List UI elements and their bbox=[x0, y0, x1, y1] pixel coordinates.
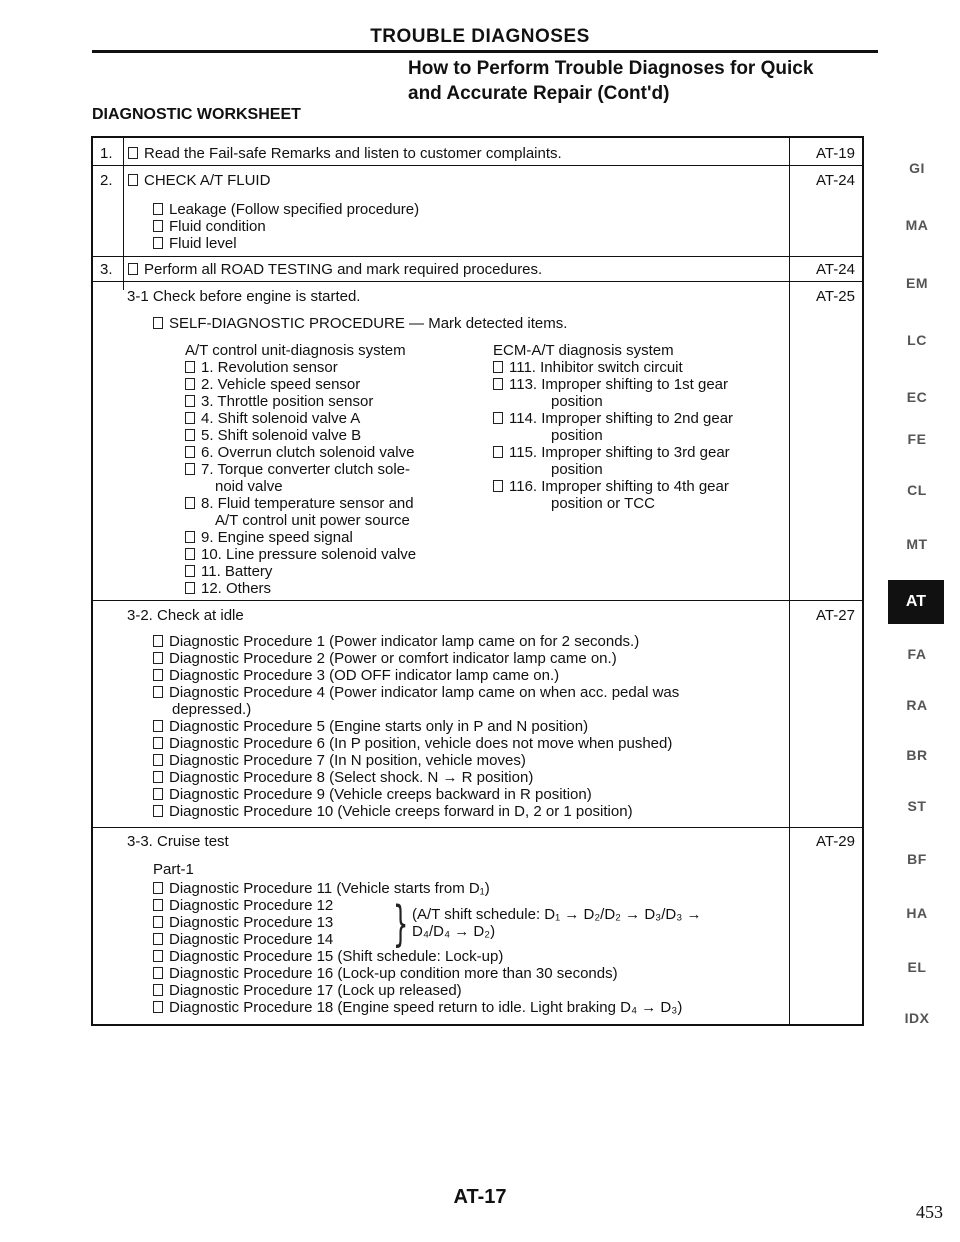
checkbox[interactable] bbox=[153, 317, 163, 329]
tab-cl[interactable]: CL bbox=[907, 482, 927, 498]
list-item: 113. Improper shifting to 1st gear bbox=[493, 376, 728, 393]
list-item: 11. Battery bbox=[185, 563, 272, 580]
brace-icon: } bbox=[393, 896, 409, 952]
tab-at-active[interactable]: AT bbox=[888, 580, 944, 624]
list-item: 5. Shift solenoid valve B bbox=[185, 427, 361, 444]
num-column-divider bbox=[123, 138, 124, 290]
list-item: 12. Others bbox=[185, 580, 271, 597]
checkbox[interactable] bbox=[185, 497, 195, 509]
list-item: 116. Improper shifting to 4th gear bbox=[493, 478, 729, 495]
list-item: 2. Vehicle speed sensor bbox=[185, 376, 360, 393]
section-3-2-title: 3-2. Check at idle bbox=[127, 607, 244, 624]
list-item: 9. Engine speed signal bbox=[185, 529, 353, 546]
section-3-1-title: 3-1 Check before engine is started. bbox=[127, 288, 361, 305]
checkbox[interactable] bbox=[185, 582, 195, 594]
checkbox[interactable] bbox=[153, 950, 163, 962]
row-divider bbox=[93, 256, 864, 257]
checkbox[interactable] bbox=[493, 446, 503, 458]
self-diagnostic-line: SELF-DIAGNOSTIC PROCEDURE — Mark detected items. bbox=[153, 315, 567, 332]
checkbox[interactable] bbox=[185, 429, 195, 441]
list-item-continued: position bbox=[551, 427, 603, 444]
section-3-1-ref: AT-25 bbox=[816, 288, 855, 305]
subtitle-line-1: How to Perform Trouble Diagnoses for Quick bbox=[408, 58, 814, 79]
ref-column-divider bbox=[789, 138, 790, 1024]
list-item-continued: position bbox=[551, 461, 603, 478]
checkbox[interactable] bbox=[153, 771, 163, 783]
checkbox[interactable] bbox=[185, 446, 195, 458]
list-item: 10. Line pressure solenoid valve bbox=[185, 546, 416, 563]
list-item: Diagnostic Procedure 8 (Select shock. N → R position) bbox=[153, 769, 533, 786]
ecm-diagnosis-heading: ECM-A/T diagnosis system bbox=[493, 342, 674, 359]
list-item: 3. Throttle position sensor bbox=[185, 393, 373, 410]
list-item: Diagnostic Procedure 17 (Lock up released) bbox=[153, 982, 462, 999]
row-2-number: 2. bbox=[100, 172, 113, 189]
tab-ra[interactable]: RA bbox=[906, 697, 928, 713]
checkbox[interactable] bbox=[153, 933, 163, 945]
checkbox[interactable] bbox=[153, 737, 163, 749]
checkbox[interactable] bbox=[185, 565, 195, 577]
checkbox[interactable] bbox=[493, 412, 503, 424]
row-divider bbox=[789, 165, 864, 166]
row-divider bbox=[93, 165, 123, 166]
checkbox[interactable] bbox=[153, 882, 163, 894]
list-item-continued: position bbox=[551, 393, 603, 410]
checkbox[interactable] bbox=[153, 984, 163, 996]
row-divider bbox=[93, 600, 864, 601]
shift-schedule-line-2: D₄/D₄ → D₂) bbox=[412, 923, 496, 940]
list-item: Diagnostic Procedure 1 (Power indicator lamp came on for 2 seconds.) bbox=[153, 633, 639, 650]
list-item: Fluid condition bbox=[153, 218, 266, 235]
tab-fa[interactable]: FA bbox=[907, 646, 927, 662]
list-item: Leakage (Follow specified procedure) bbox=[153, 201, 419, 218]
checkbox[interactable] bbox=[185, 463, 195, 475]
shift-schedule-line-1: (A/T shift schedule: D₁ → D₂/D₂ → D₃/D₃ → bbox=[412, 906, 702, 923]
list-item: Diagnostic Procedure 10 (Vehicle creeps forward in D, 2 or 1 position) bbox=[153, 803, 633, 820]
list-item: Diagnostic Procedure 11 (Vehicle starts from D₁) bbox=[153, 880, 490, 897]
checkbox[interactable] bbox=[185, 378, 195, 390]
checkbox[interactable] bbox=[153, 754, 163, 766]
row-1-ref: AT-19 bbox=[816, 145, 855, 162]
row-2-text: CHECK A/T FLUID bbox=[128, 172, 270, 189]
tab-ma[interactable]: MA bbox=[905, 217, 929, 233]
row-1-number: 1. bbox=[100, 145, 113, 162]
list-item: Diagnostic Procedure 15 (Shift schedule: Lock-up) bbox=[153, 948, 503, 965]
list-item-continued: noid valve bbox=[215, 478, 283, 495]
tab-lc[interactable]: LC bbox=[907, 332, 927, 348]
list-item-continued: A/T control unit power source bbox=[215, 512, 410, 529]
checkbox[interactable] bbox=[153, 652, 163, 664]
row-3-ref: AT-24 bbox=[816, 261, 855, 278]
page-subtitle bbox=[408, 56, 813, 106]
checkbox[interactable] bbox=[128, 174, 138, 186]
row-3-number: 3. bbox=[100, 261, 113, 278]
checkbox[interactable] bbox=[153, 720, 163, 732]
checkbox[interactable] bbox=[153, 1001, 163, 1013]
checkbox[interactable] bbox=[185, 395, 195, 407]
tab-ec[interactable]: EC bbox=[906, 389, 928, 405]
list-item: Diagnostic Procedure 18 (Engine speed return to idle. Light braking D₄ → D₃) bbox=[153, 999, 682, 1016]
list-item: 114. Improper shifting to 2nd gear bbox=[493, 410, 733, 427]
checkbox[interactable] bbox=[493, 361, 503, 373]
checkbox[interactable] bbox=[185, 361, 195, 373]
checkbox[interactable] bbox=[153, 237, 163, 249]
checkbox[interactable] bbox=[153, 669, 163, 681]
list-item: Diagnostic Procedure 14 bbox=[153, 931, 333, 948]
checkbox[interactable] bbox=[493, 378, 503, 390]
list-item: Diagnostic Procedure 2 (Power or comfort indicator lamp came on.) bbox=[153, 650, 617, 667]
tab-em[interactable]: EM bbox=[906, 275, 928, 291]
row-3-text: Perform all ROAD TESTING and mark required procedures. bbox=[128, 261, 542, 278]
tab-idx[interactable]: IDX bbox=[904, 1010, 930, 1026]
tab-gi[interactable]: GI bbox=[909, 160, 925, 176]
list-item: 6. Overrun clutch solenoid valve bbox=[185, 444, 414, 461]
checkbox[interactable] bbox=[153, 916, 163, 928]
tab-br[interactable]: BR bbox=[906, 747, 928, 763]
checkbox[interactable] bbox=[185, 531, 195, 543]
row-divider bbox=[123, 165, 789, 166]
tab-st[interactable]: ST bbox=[907, 798, 927, 814]
checkbox[interactable] bbox=[128, 147, 138, 159]
list-item: Diagnostic Procedure 5 (Engine starts only in P and N position) bbox=[153, 718, 588, 735]
tab-fe[interactable]: FE bbox=[907, 431, 927, 447]
checkbox[interactable] bbox=[153, 788, 163, 800]
list-item: Fluid level bbox=[153, 235, 237, 252]
page-code: AT-17 bbox=[453, 1186, 507, 1208]
checkbox[interactable] bbox=[153, 967, 163, 979]
checkbox[interactable] bbox=[153, 686, 163, 698]
list-item: Diagnostic Procedure 13 bbox=[153, 914, 333, 931]
part-label: Part-1 bbox=[153, 861, 194, 878]
list-item: 7. Torque converter clutch sole- bbox=[185, 461, 410, 478]
checkbox[interactable] bbox=[153, 220, 163, 232]
list-item: Diagnostic Procedure 16 (Lock-up condition more than 30 seconds) bbox=[153, 965, 618, 982]
tab-el[interactable]: EL bbox=[907, 959, 927, 975]
list-item: Diagnostic Procedure 12 bbox=[153, 897, 333, 914]
checkbox[interactable] bbox=[153, 899, 163, 911]
tab-ha[interactable]: HA bbox=[906, 905, 928, 921]
row-divider bbox=[93, 281, 864, 282]
tab-mt[interactable]: MT bbox=[906, 536, 928, 552]
list-item: Diagnostic Procedure 4 (Power indicator lamp came on when acc. pedal was bbox=[153, 684, 679, 701]
list-item: Diagnostic Procedure 3 (OD OFF indicator lamp came on.) bbox=[153, 667, 559, 684]
checkbox[interactable] bbox=[153, 203, 163, 215]
checkbox[interactable] bbox=[493, 480, 503, 492]
section-3-2-ref: AT-27 bbox=[816, 607, 855, 624]
section-3-3-title: 3-3. Cruise test bbox=[127, 833, 229, 850]
checkbox[interactable] bbox=[128, 263, 138, 275]
worksheet-title: DIAGNOSTIC WORKSHEET bbox=[92, 106, 301, 123]
checkbox[interactable] bbox=[153, 805, 163, 817]
row-2-ref: AT-24 bbox=[816, 172, 855, 189]
list-item: Diagnostic Procedure 6 (In P position, vehicle does not move when pushed) bbox=[153, 735, 672, 752]
list-item: 4. Shift solenoid valve A bbox=[185, 410, 360, 427]
list-item: 8. Fluid temperature sensor and bbox=[185, 495, 414, 512]
list-item: 111. Inhibitor switch circuit bbox=[493, 359, 683, 376]
list-item: Diagnostic Procedure 9 (Vehicle creeps backward in R position) bbox=[153, 786, 592, 803]
list-item: 115. Improper shifting to 3rd gear bbox=[493, 444, 730, 461]
header-rule bbox=[92, 50, 878, 53]
section-3-3-ref: AT-29 bbox=[816, 833, 855, 850]
row-1-text: Read the Fail-safe Remarks and listen to customer complaints. bbox=[128, 145, 562, 162]
page-header-title: TROUBLE DIAGNOSES bbox=[370, 26, 590, 47]
checkbox[interactable] bbox=[185, 548, 195, 560]
checkbox[interactable] bbox=[153, 635, 163, 647]
tcu-diagnosis-heading: A/T control unit-diagnosis system bbox=[185, 342, 406, 359]
tab-bf[interactable]: BF bbox=[907, 851, 927, 867]
page-number: 453 bbox=[916, 1202, 943, 1222]
row-divider bbox=[93, 827, 864, 828]
subtitle-line-2: and Accurate Repair (Cont'd) bbox=[408, 83, 670, 104]
list-item-continued: depressed.) bbox=[172, 701, 252, 718]
list-item: 1. Revolution sensor bbox=[185, 359, 338, 376]
checkbox[interactable] bbox=[185, 412, 195, 424]
list-item-continued: position or TCC bbox=[551, 495, 655, 512]
list-item: Diagnostic Procedure 7 (In N position, vehicle moves) bbox=[153, 752, 526, 769]
